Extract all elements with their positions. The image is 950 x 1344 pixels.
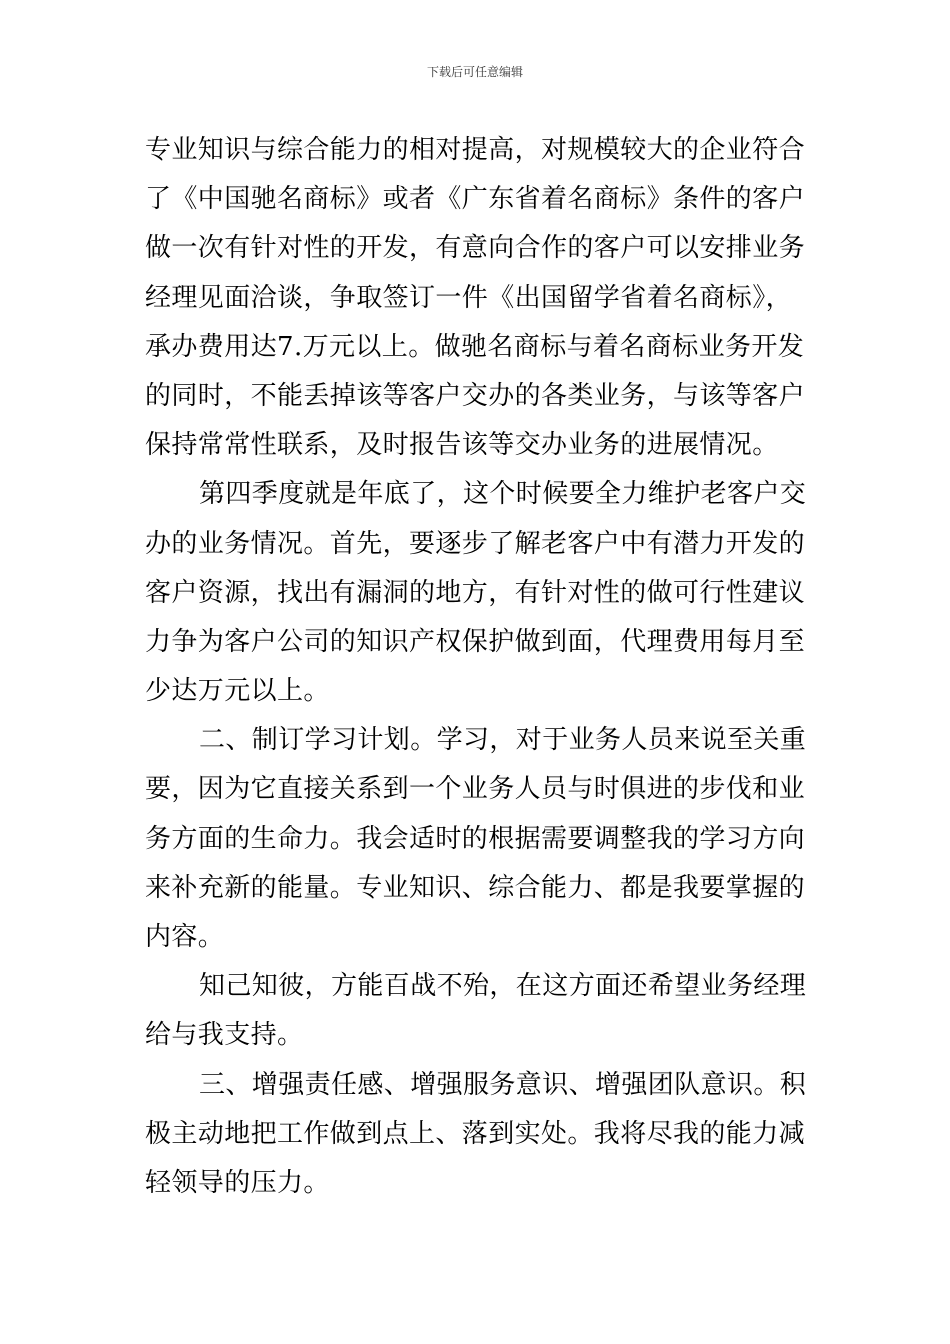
text-line: 客户资源，找出有漏洞的地方，有针对性的做可行性建议	[145, 577, 806, 608]
text-line: 办的业务情况。首先，要逐步了解老客户中有潜力开发的	[145, 528, 806, 559]
text-line: 经理见面洽谈，争取签订一件《出国留学省着名商标》，	[145, 282, 793, 313]
text-line: 知己知彼，方能百战不殆，在这方面还希望业务经理	[199, 971, 807, 1002]
text-line: 力争为客户公司的知识产权保护做到面，代理费用每月至	[145, 626, 806, 657]
text-line: 务方面的生命力。我会适时的根据需要调整我的学习方向	[145, 823, 806, 854]
text-line: 内容。	[145, 922, 225, 952]
text-line: 要，因为它直接关系到一个业务人员与时俱进的步伐和业	[145, 774, 806, 805]
text-line: 极主动地把工作做到点上、落到实处。我将尽我的能力减	[145, 1118, 806, 1149]
text-line: 做一次有针对性的开发，有意向合作的客户可以安排业务	[145, 233, 806, 264]
text-line: 来补充新的能量。专业知识、综合能力、都是我要掌握的	[145, 872, 806, 903]
text-line: 专业知识与综合能力的相对提高，对规模较大的企业符合	[145, 135, 806, 165]
text-line: 轻领导的压力。	[145, 1167, 330, 1198]
paragraph-3	[145, 716, 809, 962]
text-line: 三、增强责任感、增强服务意识、增强团队意识。积	[199, 1069, 807, 1100]
text-line: 二、制订学习计划。学习，对于业务人员来说至关重	[199, 725, 807, 756]
text-line: 给与我支持。	[145, 1020, 304, 1051]
text-line: 了《中国驰名商标》或者《广东省着名商标》条件的客户	[145, 184, 806, 215]
text-line: 少达万元以上。	[145, 676, 330, 707]
paragraph-5	[145, 1061, 809, 1209]
text-line: 的同时，不能丢掉该等客户交办的各类业务，与该等客户	[145, 380, 806, 411]
text-line: 承办费用达7.万元以上。做驰名商标与着名商标业务开发	[145, 331, 805, 362]
text-line: 保持常常性联系，及时报告该等交办业务的进展情况。	[145, 430, 779, 461]
document-body	[145, 126, 809, 1208]
page-header: 下载后可任意编辑	[426, 65, 523, 79]
paragraph-2	[145, 470, 809, 716]
paragraph-1	[145, 126, 809, 470]
paragraph-4	[145, 962, 809, 1060]
text-line: 第四季度就是年底了，这个时候要全力维护老客户交	[199, 479, 807, 510]
